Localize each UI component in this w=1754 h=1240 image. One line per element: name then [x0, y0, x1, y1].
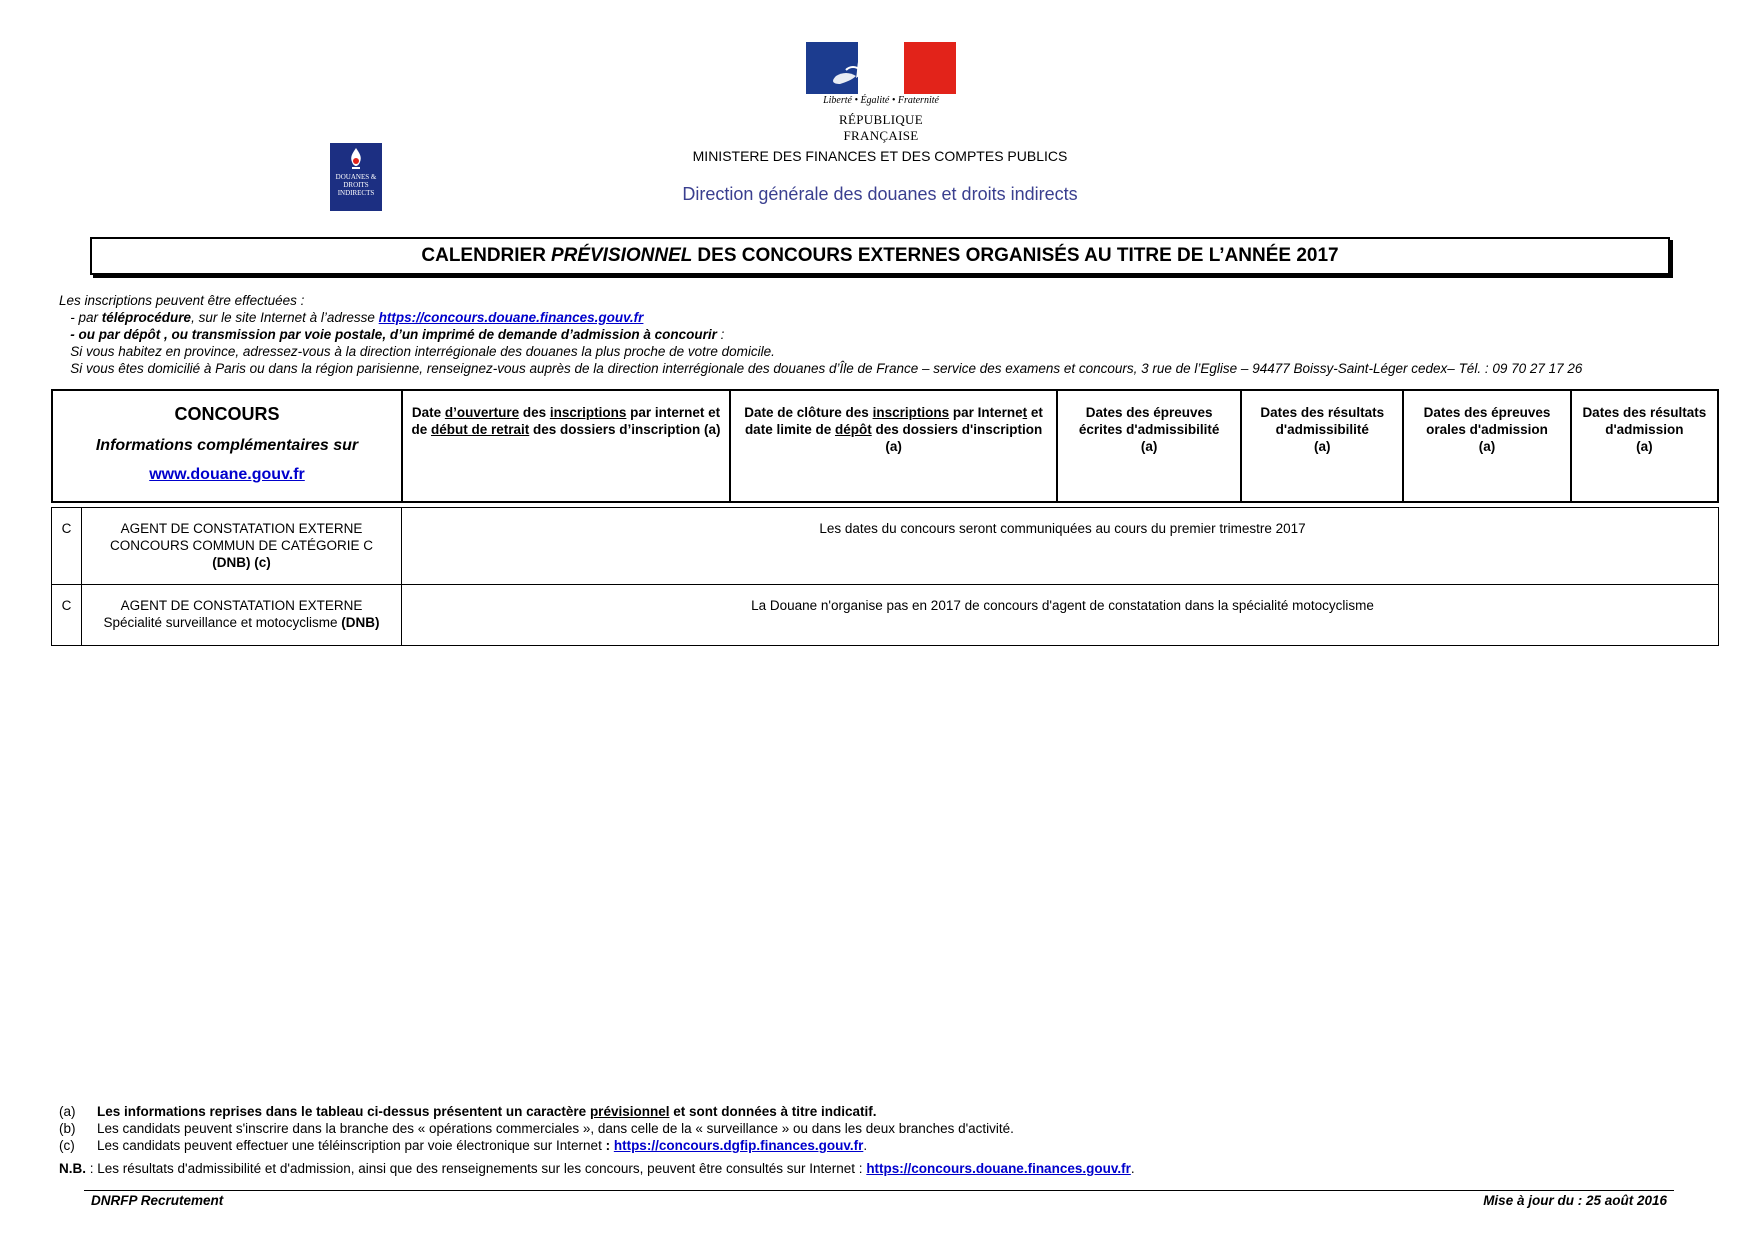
- header-admission-results: Dates des résultats d'admission (a): [1571, 390, 1718, 502]
- intro-line2-mid: , sur le site Internet à l’adresse: [191, 310, 379, 325]
- table-row: [52, 508, 1719, 585]
- intro-line4: [59, 343, 1709, 360]
- footnote-b-text: Les candidats peuvent s'inscrire dans la branche des « opérations commerciales », dans celle de la « surveillance » ou dans les deux branches d'activité.: [97, 1121, 1014, 1136]
- title-italic: PRÉVISIONNEL: [550, 245, 693, 266]
- douane-concours-link[interactable]: https://concours.douane.finances.gouv.fr: [866, 1161, 1131, 1176]
- title-part1: CALENDRIER: [421, 245, 546, 266]
- nb-note: [59, 1160, 1709, 1177]
- dgfip-concours-link[interactable]: https://concours.dgfip.finances.gouv.fr: [613, 1138, 864, 1153]
- footnote-marker: (a): [59, 1104, 76, 1119]
- intro-line5: [59, 360, 1709, 377]
- footnote-c-colon: :: [605, 1138, 614, 1153]
- intro-line4-text: Si vous habitez en province, adressez-vous à la direction interrégionale des douanes la plus proche de votre domicile.: [70, 344, 775, 359]
- footnote-a-text: Les informations reprises dans le tableau ci-dessus présentent un caractère: [97, 1104, 590, 1119]
- footnote-a-underlined: prévisionnel: [589, 1104, 670, 1119]
- footnote-c-end: .: [863, 1138, 868, 1153]
- footnote-b: [59, 1120, 1709, 1137]
- row-name-line1: AGENT DE CONSTATATION EXTERNE: [120, 521, 363, 536]
- row-concours-name: [82, 508, 402, 585]
- row-name-bold: (DNB): [341, 615, 380, 630]
- marianne-republic: RÉPUBLIQUE FRANÇAISE: [839, 112, 923, 143]
- footnote-marker: (b): [59, 1121, 76, 1136]
- footnote-a: [59, 1103, 1709, 1120]
- nb-label: N.B.: [59, 1161, 86, 1176]
- nb-text: : Les résultats d'admissibilité et d'admission, ainsi que des renseignements sur les concours, peuvent être consultés sur Internet :: [86, 1161, 867, 1176]
- marianne-flag-icon: [806, 42, 956, 94]
- flame-icon: [348, 148, 364, 170]
- row-category: C: [52, 585, 82, 646]
- table-row: [52, 585, 1719, 646]
- row-concours-name: [82, 585, 402, 646]
- header-opening-date: Date d’ouverture des inscriptions par internet et de début de retrait des dossiers d’inscription (a): [402, 390, 730, 502]
- intro-line5-text: Si vous êtes domicilié à Paris ou dans la région parisienne, renseignez-vous auprès de la direction interrégionale des douanes d’Île de France – service des examens et concours, 3 rue de l’Eglise – 94477 Boissy-Saint-Léger cedex– Tél. : 09 70 27 17 26: [70, 361, 1583, 376]
- footer-left: DNRFP Recrutement: [91, 1193, 224, 1208]
- douanes-logo-text: DOUANES & DROITS INDIRECTS: [335, 173, 377, 197]
- republique-francaise-logo: [806, 42, 956, 143]
- footer-divider: [84, 1190, 1674, 1191]
- footnote-c-text: Les candidats peuvent effectuer une téléinscription par voie électronique sur Internet: [97, 1138, 606, 1153]
- footnote-c: [59, 1137, 1709, 1154]
- page-title: [90, 237, 1670, 275]
- title-part2: DES CONCOURS EXTERNES ORGANISÉS AU TITRE DE L’ANNÉE 2017: [697, 245, 1339, 266]
- row-name-line2: Spécialité surveillance et motocyclisme: [103, 615, 342, 630]
- calendar-body-table: [51, 507, 1719, 646]
- douanes-logo: [330, 143, 382, 211]
- row-category: C: [52, 508, 82, 585]
- row-message: Les dates du concours seront communiquées au cours du premier trimestre 2017: [402, 508, 1719, 585]
- intro-line2-bold: téléprocédure: [101, 310, 192, 325]
- intro-text: [59, 292, 1709, 377]
- footnote-marker: (c): [59, 1138, 75, 1153]
- direction-name: Direction générale des douanes et droits indirects: [682, 184, 1078, 204]
- intro-line3-suffix: :: [716, 327, 725, 342]
- intro-line2-prefix: - par: [70, 310, 102, 325]
- douane-website-link[interactable]: www.douane.gouv.fr: [149, 466, 305, 483]
- ministry-name: MINISTERE DES FINANCES ET DES COMPTES PUBLICS: [692, 148, 1068, 164]
- intro-line1: Les inscriptions peuvent être effectuées :: [59, 293, 305, 308]
- teleprocedure-link[interactable]: https://concours.douane.finances.gouv.fr: [378, 310, 644, 325]
- footnotes: [59, 1103, 1709, 1177]
- row-message: La Douane n'organise pas en 2017 de concours d'agent de constatation dans la spécialité motocyclisme: [402, 585, 1719, 646]
- row-name-line2: CONCOURS COMMUN DE CATÉGORIE C: [109, 538, 373, 553]
- marianne-motto: Liberté • Égalité • Fraternité: [823, 95, 939, 106]
- footnote-a-end: et sont données à titre indicatif.: [669, 1104, 877, 1119]
- intro-line3-bold: - ou par dépôt , ou transmission par voie postale, d’un imprimé de demande d’admission à concourir: [70, 327, 717, 342]
- header-admissibility-results: Dates des résultats d'admissibilité (a): [1241, 390, 1403, 502]
- footer-update-date: Mise à jour du : 25 août 2016: [1483, 1193, 1667, 1208]
- nb-end: .: [1130, 1161, 1135, 1176]
- calendar-header-table: [51, 389, 1719, 503]
- intro-line3: [59, 326, 1709, 343]
- concours-info: Informations complémentaires sur: [95, 437, 359, 454]
- header-closing-date: Date de clôture des inscriptions par Internet et date limite de dépôt des dossiers d'inscription (a): [730, 390, 1057, 502]
- header-written-exams: Dates des épreuves écrites d'admissibilité (a): [1057, 390, 1241, 502]
- header-oral-exams: Dates des épreuves orales d'admission (a): [1403, 390, 1570, 502]
- row-name-line1: AGENT DE CONSTATATION EXTERNE: [120, 598, 363, 613]
- header-concours: [52, 390, 402, 502]
- row-name-bold: (DNB) (c): [212, 555, 271, 570]
- concours-title: CONCOURS: [174, 404, 280, 424]
- intro-line2: [59, 309, 1709, 326]
